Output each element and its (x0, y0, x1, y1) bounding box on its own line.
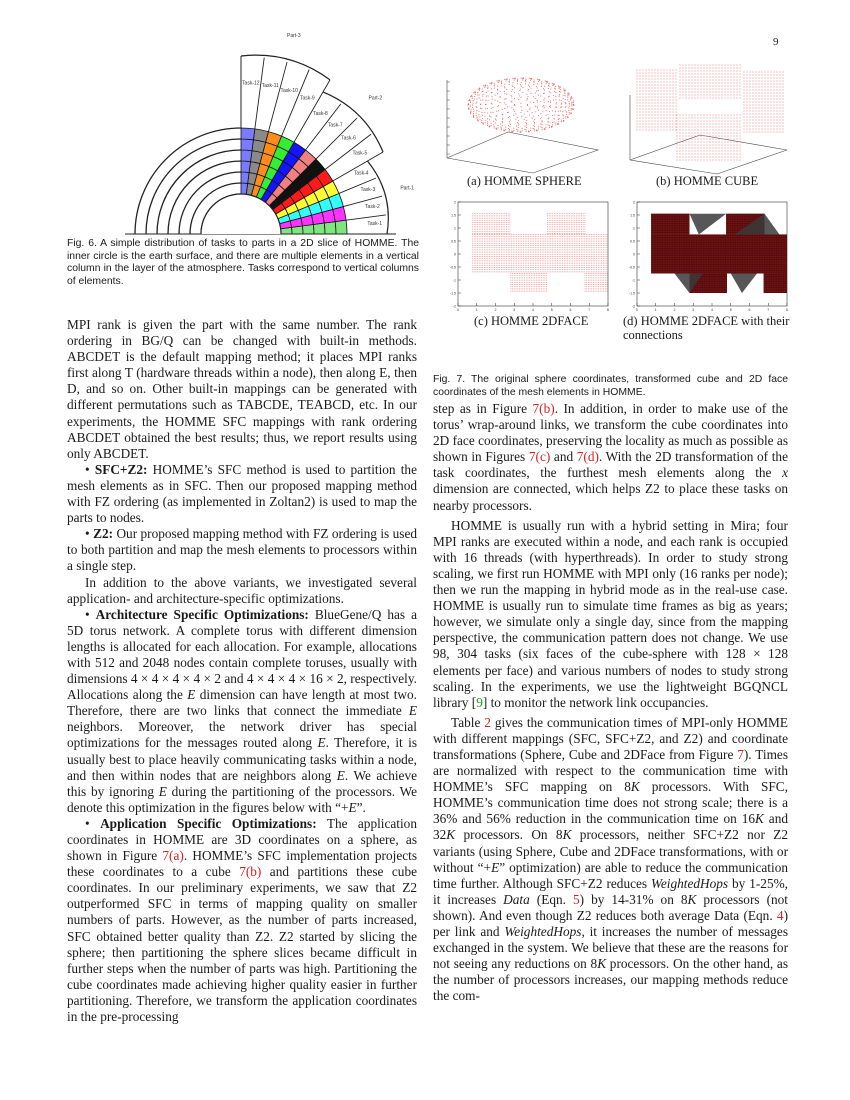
bullet-z2: • Z2: Our proposed mapping method with FZ ordering is used to both partition and map the mesh elements to processors within a single step. (67, 526, 417, 574)
figure-7b-caption: (b) HOMME CUBE (656, 174, 759, 188)
task-label: Task-10 (280, 87, 298, 94)
task-label: Task-2 (365, 203, 380, 210)
bullet-label: Z2: (93, 526, 114, 542)
task-label: Task-5 (352, 150, 368, 157)
equation-4-link[interactable]: 4 (776, 907, 784, 923)
task-label: Task-8 (313, 111, 328, 118)
svg-text:1.5: 1.5 (630, 213, 635, 218)
svg-text:8: 8 (786, 308, 788, 312)
svg-text:0: 0 (636, 308, 638, 312)
paragraph-hybrid-setting: HOMME is usually run with a hybrid setting in Mira; four MPI ranks are executed within a node, and each rank is occupied with 16 threads (with hyperthreads). In order to study strong scaling, we first run HOMME with MPI only (16 ranks per node); then we run the mapping in hybrid mode as in the real-use case. HOMME is usually run to simulate time frames as big as years; however, we simulate only a single day, since from the mapping perspective, the communication pattern does not change. We use 98, 304 tasks (six faces of the cube-sphere with 128 × 128 elements per face) and various numbers of nodes to study strong scaling. In the experiments, we use the lightweight BGQNCL library [9] to monitor the network link occupancies. (433, 517, 788, 710)
svg-text:-1: -1 (631, 278, 635, 283)
figure-7a-sphere-plot (443, 60, 613, 175)
svg-text:7: 7 (588, 308, 591, 312)
svg-text:0: 0 (454, 252, 456, 257)
paragraph-rank-ordering: MPI rank is given the part with the same number. The rank ordering in BG/Q can be changed with built-in methods. ABCDET is the default mapping method; it places MPI ranks first along T (hardware threads within a node), then along E, then D, and so on. Other built-in mappings can be generated with different permutations such as TABCDE, TEABCD, etc. In our experiments, the HOMME SFC mappings with rank ordering ABCDET obtained the best results; thus, we report results using only ABCDET. (67, 317, 417, 461)
svg-text:0: 0 (457, 308, 459, 312)
svg-text:-1.5: -1.5 (449, 291, 456, 296)
svg-text:5: 5 (550, 308, 553, 312)
figure-7b-link[interactable]: 7(b) (532, 401, 555, 416)
figure-7d-2dface-connections-plot (623, 198, 795, 314)
task-label: Task-1 (367, 221, 383, 228)
svg-text:-0.5: -0.5 (628, 265, 635, 270)
svg-text:4: 4 (532, 308, 534, 312)
svg-text:-2: -2 (631, 304, 635, 309)
figure-7d-link[interactable]: 7(d) (576, 449, 599, 465)
bullet-label: Architecture Specific Optimizations: (95, 606, 309, 622)
bullet-label: SFC+Z2: (94, 461, 148, 477)
paragraph-transform: step as in Figure 7(b). In addition, in order to make use of the torus’ wrap-around links, we transform the cube coordinates into 2D face coordinates, preserving the locality as much as possible as shown in Figures 7(c) and 7(d). With the 2D transformation of the task coordinates, the furthest mesh elements along the x dimension are connected, which helps Z2 to place these tasks on nearby processors. (433, 401, 788, 513)
figure-6-diagram (62, 32, 427, 240)
svg-text:0.5: 0.5 (630, 239, 635, 244)
svg-text:5: 5 (729, 308, 732, 312)
paragraph-table-2: Table 2 gives the communication times of MPI-only HOMME with different mappings (SFC, SFC+Z2, and Z2) and coordinate transformations (Sphere, Cube and 2DFace from Figure 7). Times are normalized with respect to the communication time with HOMME’s SFC mapping on 8K processors. With SFC, HOMME’s communication time does not strong scale; there is a 36% and 56% reduction in the communication time on 16K and 32K processors. On 8K processors, neither SFC+Z2 nor Z2 variants (using Sphere, Cube and 2DFace transformations, with or without “+E” optimization) are able to reduce the communication time further. Although SFC+Z2 reduces WeightedHops by 1-25%, it increases Data (Eqn. 5) by 14-31% on 8K processors (not shown). And even though Z2 reduces both average Data (Eqn. 4) per link and WeightedHops, it increases the number of messages exchanged in the system. We believe that these are the reasons for not seeing any reductions on 8K processors. On the other hand, as the number of processors increases, our mapping methods reduce the com- (433, 714, 789, 1004)
bullet-sfc-z2: • SFC+Z2: HOMME’s SFC method is used to partition the mesh elements as in SFC. Then our proposed mapping method with FZ ordering (as implemented in Zoltan2) is used to map the parts to nodes. (67, 461, 417, 526)
part-label: Part-2 (368, 95, 383, 102)
svg-text:1.5: 1.5 (451, 213, 456, 218)
equation-5-link[interactable]: 5 (573, 891, 580, 907)
task-label: Task-11 (261, 82, 279, 89)
svg-text:-0.5: -0.5 (449, 265, 456, 270)
figure-7b-cube-plot (622, 60, 797, 175)
figure-7a-caption: (a) HOMME SPHERE (467, 174, 582, 188)
svg-text:2: 2 (633, 200, 635, 205)
part-label: Part-3 (286, 32, 301, 39)
svg-text:2: 2 (454, 200, 456, 205)
svg-text:1: 1 (454, 226, 456, 231)
task-label: Task-7 (327, 122, 343, 129)
part-label: Part-1 (400, 185, 414, 192)
figure-7d-caption: (d) HOMME 2DFACE with their connections (623, 314, 790, 342)
svg-text:2: 2 (673, 308, 676, 312)
svg-text:0.5: 0.5 (451, 239, 456, 244)
svg-text:8: 8 (607, 308, 609, 312)
svg-text:-2: -2 (452, 304, 456, 309)
right-column-text (433, 401, 788, 1004)
svg-text:4: 4 (711, 308, 713, 312)
task-label: Task-9 (299, 95, 315, 102)
task-label: Task-4 (353, 170, 369, 177)
svg-text:-1.5: -1.5 (628, 291, 635, 296)
figure-7c-2dface-plot (444, 198, 616, 314)
svg-text:0: 0 (633, 252, 635, 257)
figure-7b-link[interactable]: 7(b) (239, 864, 262, 880)
task-label: Task-12 (242, 80, 260, 87)
svg-text:1: 1 (654, 308, 657, 312)
svg-text:6: 6 (748, 308, 751, 312)
bullet-application-optimizations: • Application Specific Optimizations: The application coordinates in HOMME are 3D coordinates on a sphere, as shown in Figure 7(a). HOMME’s SFC implementation projects these coordinates to a cube 7(b) and partitions these cube coordinates. In our preliminary experiments, we saw that Z2 outperformed SFC in terms of mapping quality on smaller numbers of parts. However, as the number of parts increased, SFC obtained better quality than Z2. Z2 started by slicing the sphere; then partitioning the sphere slices became difficult in further steps when the number of parts was high. Partitioning the cube coordinates made achieving higher quality easier in further partitioning. Therefore, we transform the application coordinates in the pre-processing (67, 815, 418, 1025)
left-column-text (67, 317, 417, 1025)
svg-text:6: 6 (569, 308, 572, 312)
svg-text:-1: -1 (452, 278, 456, 283)
table-2-link[interactable]: 2 (484, 714, 491, 730)
figure-7-link[interactable]: 7 (737, 746, 744, 762)
task-label: Task-6 (341, 135, 356, 142)
svg-text:3: 3 (692, 308, 695, 312)
svg-text:1: 1 (633, 226, 635, 231)
svg-text:7: 7 (767, 308, 770, 312)
svg-text:1: 1 (475, 308, 478, 312)
svg-text:3: 3 (513, 308, 516, 312)
bullet-architecture-optimizations: • Architecture Specific Optimizations: BlueGene/Q has a 5D torus network. A complete torus with different dimension lengths is allocated for each allocation. For example, allocations with 512 and 2048 nodes contain complete toruses, usually with dimensions 4 × 4 × 4 × 4 × 2 and 4 × 4 × 4 × 16 × 2, respectively. Allocations along the E dimension can have length at most two. Therefore, there are two links that connect the immediate E neighbors. Moreover, the network driver has special optimizations for the messages routed along E. Therefore, it is usually best to place heavily communicating tasks within a node, and then within nodes that are neighbors along E. We achieve this by ignoring E during the partitioning of the processors. We denote this optimization in the figures below with “+E”. (67, 606, 418, 815)
citation-9-link[interactable]: 9 (476, 694, 483, 710)
figure-7c-caption: (c) HOMME 2DFACE (474, 314, 589, 328)
figure-7-caption: Fig. 7. The original sphere coordinates, transformed cube and 2D face coordinates of the mesh elements in HOMME. (433, 374, 788, 398)
bullet-label: Application Specific Optimizations: (100, 815, 317, 831)
svg-text:2: 2 (494, 308, 497, 312)
paragraph-variants: In addition to the above variants, we investigated several application- and architecture-specific optimizations. (67, 574, 417, 606)
figure-7c-link[interactable]: 7(c) (528, 449, 551, 465)
task-label: Task-3 (360, 186, 376, 193)
page-number: 9 (773, 36, 779, 48)
figure-7a-link[interactable]: 7(a) (162, 848, 184, 864)
figure-6-caption: Fig. 6. A simple distribution of tasks to parts in a 2D slice of HOMME. The inner circle is the earth surface, and there are multiple elements in a vertical column in the layer of the atmosphere. Tasks correspond to vertical columns of elements. (67, 238, 419, 287)
